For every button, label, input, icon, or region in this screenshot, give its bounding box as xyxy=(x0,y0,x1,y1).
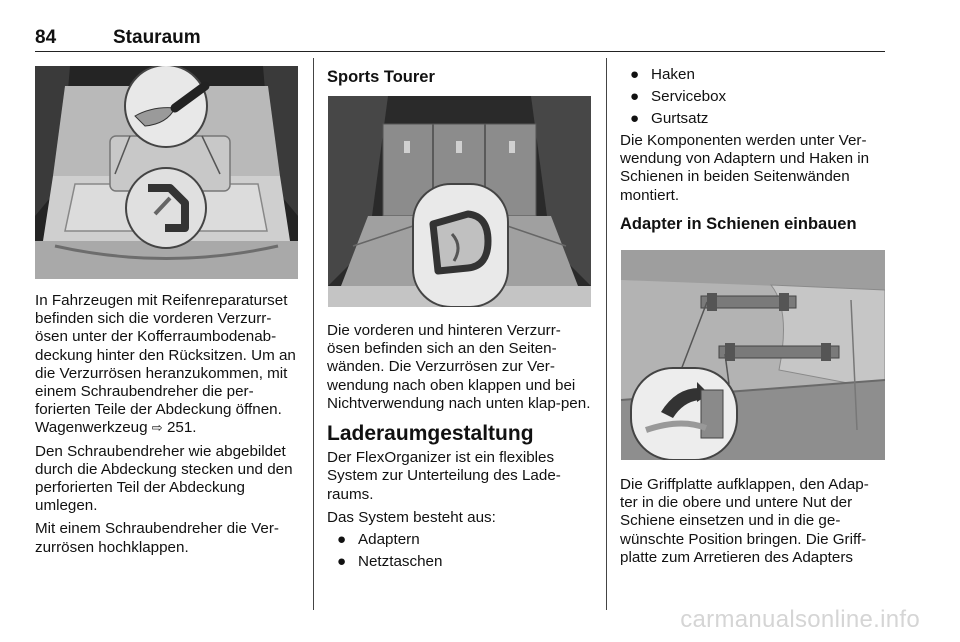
adapter-rail-figure xyxy=(621,250,885,460)
bullet-icon: ● xyxy=(630,66,640,83)
column-2-text xyxy=(327,322,593,573)
paragraph-components-mounted: Die Komponenten werden unter Ver-wendung von Adaptern und Haken in Schienen in beiden Seitenwänden montiert. xyxy=(620,132,870,204)
bullet-icon: ● xyxy=(630,110,640,127)
section-heading-sports-tourer: Sports Tourer xyxy=(327,68,435,86)
bullet-icon: ● xyxy=(337,531,347,549)
paragraph-screwdriver: Den Schraubendreher wie abgebildet durch die Abdeckung stecken und den perforierten Teil der Abdeckung umlegen. xyxy=(35,442,293,515)
trunk-floor-figure xyxy=(35,66,298,279)
page-reference-icon: ⇨ xyxy=(151,420,163,436)
components-list-part-2 xyxy=(620,64,886,130)
page-number: 84 xyxy=(35,27,57,48)
column-divider-2 xyxy=(606,58,607,610)
column-2-heading-block xyxy=(327,68,592,86)
list-item: ● Gurtsatz xyxy=(620,108,886,130)
sports-tourer-figure xyxy=(328,96,591,307)
column-divider-1 xyxy=(313,58,314,610)
paragraph-sports-tourer: Die vorderen und hinteren Verzurr-ösen befinden sich an den Seiten-wänden. Die Verzurrösen zur Ver-wendung nach oben klappen und bei Nichtverwendung nach unten klap-pen. xyxy=(327,322,591,412)
paragraph-fold-up: Mit einem Schraubendreher die Ver-zurrösen hochklappen. xyxy=(35,520,279,556)
page-reference-link[interactable]: 251. xyxy=(166,419,197,437)
paragraph-tire-repair: In Fahrzeugen mit Reifenreparaturset befinden sich die vorderen Verzurr-ösen unter der Kofferraumbodenab-deckung hinter den Rücksitzen. Um an die Verzurrösen heranzukommen, mit einem Schraubendreher die per-forierten Teile der Abdeckung öffnen. Wagenwerkzeug ⇨ 251. xyxy=(35,292,296,437)
list-item: ● Servicebox xyxy=(620,86,886,108)
list-item: ● Haken xyxy=(620,64,886,86)
column-3-text-top xyxy=(620,64,886,233)
paragraph-system-consists: Das System besteht aus: xyxy=(327,508,496,526)
section-heading-install-adapter: Adapter in Schienen einbauen xyxy=(620,214,857,233)
page-header xyxy=(35,25,885,52)
paragraph-flexorganizer: Der FlexOrganizer ist ein flexibles System zur Unterteilung des Lade-raums. xyxy=(327,449,561,503)
bullet-icon: ● xyxy=(337,553,347,571)
section-heading-laderaumgestaltung: Laderaumgestaltung xyxy=(327,422,534,446)
components-list-part-1 xyxy=(327,529,593,573)
bullet-icon: ● xyxy=(630,88,640,105)
column-1-text xyxy=(35,292,301,562)
column-3-text-bottom xyxy=(620,476,886,572)
watermark: carmanualsonline.info xyxy=(680,606,920,633)
page-title: Stauraum xyxy=(113,27,201,48)
paragraph-install-adapter: Die Griffplatte aufklappen, den Adap-ter in die obere und untere Nut der Schiene einsetzen und in die ge-wünschte Position bringen. Die Griff-platte zum Arretieren des Adapters xyxy=(620,476,869,566)
list-item: ● Netztaschen xyxy=(327,551,593,573)
list-item: ● Adaptern xyxy=(327,529,593,551)
